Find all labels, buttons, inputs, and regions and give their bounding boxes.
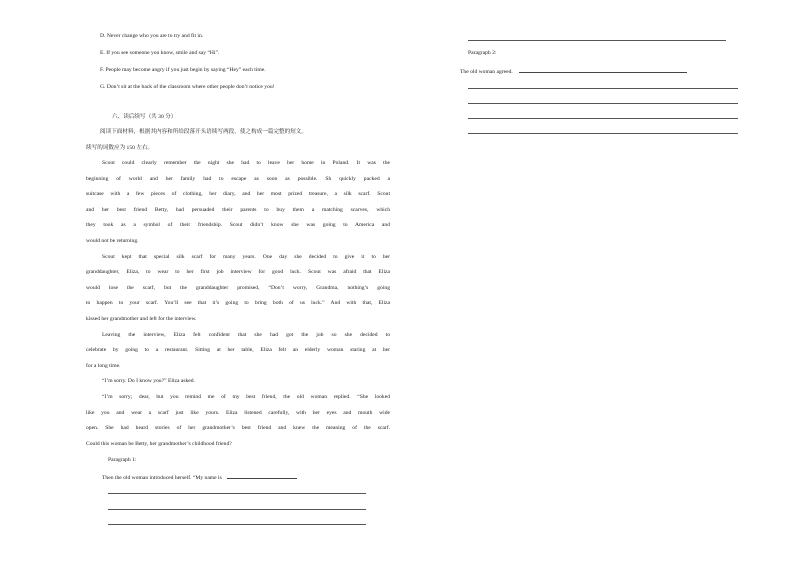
story-p3-line: for a long time. <box>86 363 121 369</box>
story-p2-line: kissed her grandmother and left for the interview. <box>86 316 197 322</box>
paragraph-2-blank[interactable] <box>519 67 687 73</box>
story-p1-line: they took as a symbol of their friendship. Scout didn’t know she was going to America and <box>86 222 390 228</box>
writing-line[interactable] <box>108 509 366 510</box>
story-p1-line: and her best friend Betty, had persuaded their parents to buy them a matching scarves, which <box>86 207 390 213</box>
story-p4-line: “I’m sorry. Do I know you?” Eliza asked. <box>102 378 195 384</box>
instructions-line-2: 续写的词数应为 150 左右。 <box>86 145 154 151</box>
story-p2-line: would lose the scarf, but the granddaughter promised, “Don’t worry, Grandma, nothing’s going <box>86 285 390 291</box>
writing-line[interactable] <box>108 524 366 525</box>
option-g: G. Don’t sit at the back of the classroom where other people don’t notice you! <box>100 84 275 90</box>
story-p3-line: Leaving the interview, Eliza felt confident that she had got the job so she decided to <box>102 332 390 338</box>
story-p5-line: open. She had heard stories of her grandmother’s best friend and knew the meaning of the scarf. <box>86 425 390 431</box>
instructions-line-1: 阅读下面材料，根据其内容和所给段落开头语续写两段，使之构成一篇完整的短文。 <box>100 129 307 135</box>
paragraph-2-opening <box>460 67 687 76</box>
writing-line[interactable] <box>468 40 726 41</box>
section-heading: 六、读后续写（共 30 分） <box>112 114 177 120</box>
paragraph-1-label: Paragraph 1: <box>108 457 137 463</box>
option-e: E. If you see someone you know, smile and say “Hi”. <box>100 50 220 56</box>
story-p2-line: to happen to your scarf. You’ll see that it’s going to bring both of us luck.” And with that, Eliza <box>86 300 390 306</box>
story-p5-line: Could this woman be Betty, her grandmother’s childhood friend? <box>86 441 232 447</box>
story-p2-line: granddaughter, Eliza, to wear to her first job interview for good luck. Scout was afraid that Eliza <box>86 269 390 275</box>
story-p2-line: Scout kept that special silk scarf for many years. One day she decided to give it to her <box>102 254 390 260</box>
writing-line[interactable] <box>468 133 738 134</box>
story-p1-line: suitcase with a few pieces of clothing, her diary, and her most prized treasure, a silk scarf. Scout <box>86 191 390 197</box>
writing-line[interactable] <box>468 118 738 119</box>
story-p1-line: beginning of world and her family had to escape as soon as possible. Sh quickly packed a <box>86 176 390 182</box>
paragraph-2-label: Paragraph 2: <box>468 50 497 56</box>
story-p1-line: Scout could clearly remember the night she had to leave her home in Poland. It was the <box>102 160 390 166</box>
story-p5-line: “I’m sorry; dear, but you remind me of my best friend, the old woman replied. “She looked <box>102 394 390 400</box>
option-d: D. Never change who you are to try and fit in. <box>100 33 204 39</box>
paragraph-2-opening-text: The old woman agreed. <box>460 69 513 75</box>
story-p5-line: like you and wear a scarf just like yours. Eliza listened carefully, with her eyes and mouth wide <box>86 410 390 416</box>
paragraph-1-opening <box>102 473 297 482</box>
name-blank[interactable] <box>227 473 297 479</box>
writing-line[interactable] <box>468 103 738 104</box>
option-f: F. People may become angry if you just begin by saying “Hey” each time. <box>100 67 266 73</box>
paragraph-1-opening-text: Then the old woman introduced herself. “My name is <box>102 475 222 481</box>
story-p3-line: celebrate by going to a restaurant. Sitting at her table, Eliza felt an elderly woman staring at her <box>86 347 390 353</box>
writing-line[interactable] <box>108 493 366 494</box>
story-p1-line: would not be returning. <box>86 238 139 244</box>
writing-line[interactable] <box>468 88 738 89</box>
